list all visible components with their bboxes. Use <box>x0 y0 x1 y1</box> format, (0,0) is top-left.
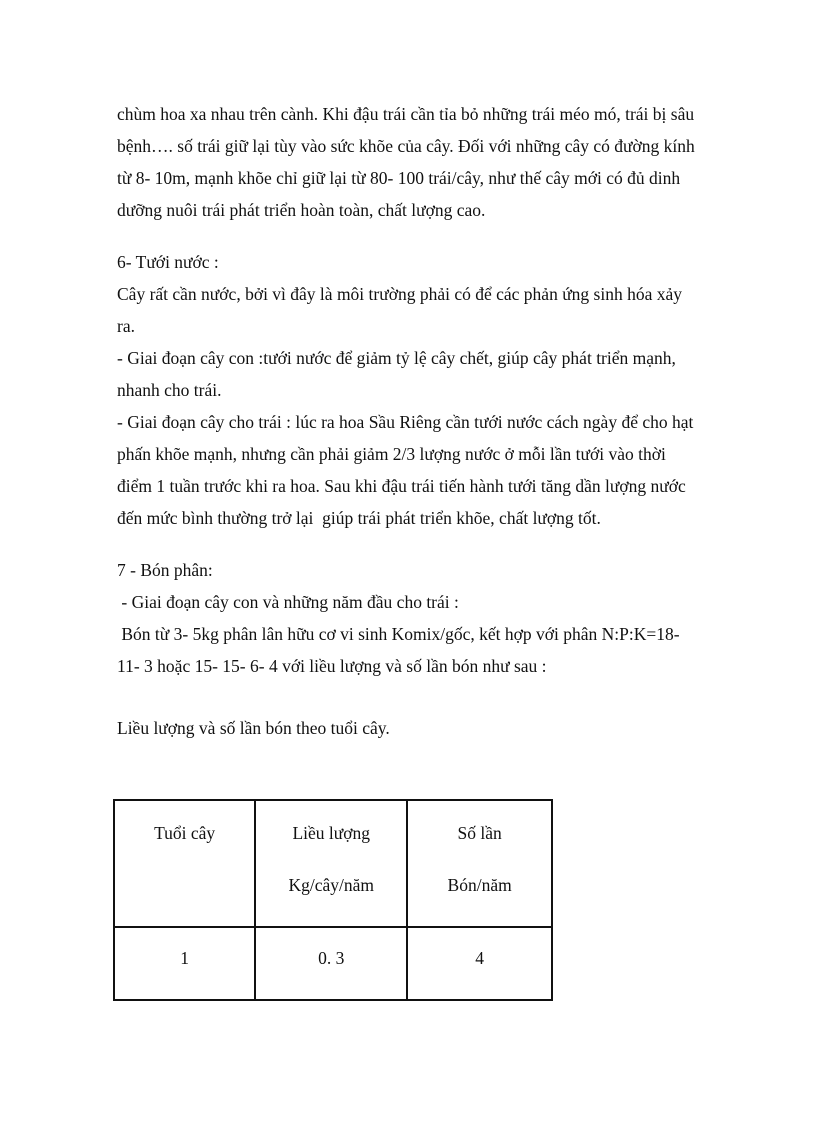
cell-value: 1 <box>180 948 190 968</box>
header-text: Kg/cây/năm <box>288 875 375 895</box>
text-line: điểm 1 tuần trước khi ra hoa. Sau khi đậu trái tiến hành tưới tăng dần lượng nước <box>117 476 686 496</box>
table-row <box>114 927 552 1000</box>
table-header-row <box>114 800 552 927</box>
text-line: - Giai đoạn cây con và những năm đầu cho trái : <box>117 592 459 612</box>
text-line: chùm hoa xa nhau trên cành. Khi đậu trái cần tỉa bỏ những trái méo mó, trái bị sâu <box>117 104 695 124</box>
text-line: dưỡng nuôi trái phát triển hoàn toàn, chất lượng cao. <box>117 200 486 220</box>
text-line: bệnh…. số trái giữ lại tùy vào sức khõe của cây. Đối với những cây có đường kính <box>117 136 695 156</box>
section-heading-watering: 6- Tưới nước : <box>117 252 219 272</box>
table-caption: Liều lượng và số lần bón theo tuổi cây. <box>117 718 390 738</box>
table-cell <box>255 927 407 1000</box>
header-text: Bón/năm <box>447 875 512 895</box>
text-line: đến mức bình thường trở lại giúp trái phát triển khõe, chất lượng tốt. <box>117 508 601 528</box>
header-text: Tuổi cây <box>154 823 216 843</box>
cell-value: 4 <box>475 948 484 968</box>
fertilizer-dosage-table <box>113 799 553 1001</box>
text-line: nhanh cho trái. <box>117 380 222 400</box>
header-text: Liều lượng <box>292 823 371 843</box>
header-cell-times <box>407 800 552 927</box>
header-text: Số lần <box>457 823 502 843</box>
text-line: từ 8- 10m, mạnh khõe chỉ giữ lại từ 80- 100 trái/cây, như thế cây mới có đủ dinh <box>117 168 681 188</box>
header-cell-dosage <box>255 800 407 927</box>
text-line: Cây rất cần nước, bởi vì đây là môi trường phải có để các phản ứng sinh hóa xảy <box>117 284 683 304</box>
text-line: phấn khõe mạnh, nhưng cần phải giảm 2/3 lượng nước ở mỗi lần tưới vào thời <box>117 444 666 464</box>
section-heading-fertilizing: 7 - Bón phân: <box>117 560 213 580</box>
cell-value: 0. 3 <box>318 948 345 968</box>
text-line: ra. <box>117 316 135 336</box>
text-line: Bón từ 3- 5kg phân lân hữu cơ vi sinh Komix/gốc, kết hợp với phân N:P:K=18- <box>117 624 680 644</box>
table-cell <box>407 927 552 1000</box>
text-line: - Giai đoạn cây con :tưới nước để giảm tỷ lệ cây chết, giúp cây phát triển mạnh, <box>117 348 676 368</box>
table-cell <box>114 927 255 1000</box>
text-line: 11- 3 hoặc 15- 15- 6- 4 với liều lượng và số lần bón như sau : <box>117 656 547 676</box>
header-cell-tree-age <box>114 800 255 927</box>
text-line: - Giai đoạn cây cho trái : lúc ra hoa Sầu Riêng cần tưới nước cách ngày để cho hạt <box>117 412 694 432</box>
